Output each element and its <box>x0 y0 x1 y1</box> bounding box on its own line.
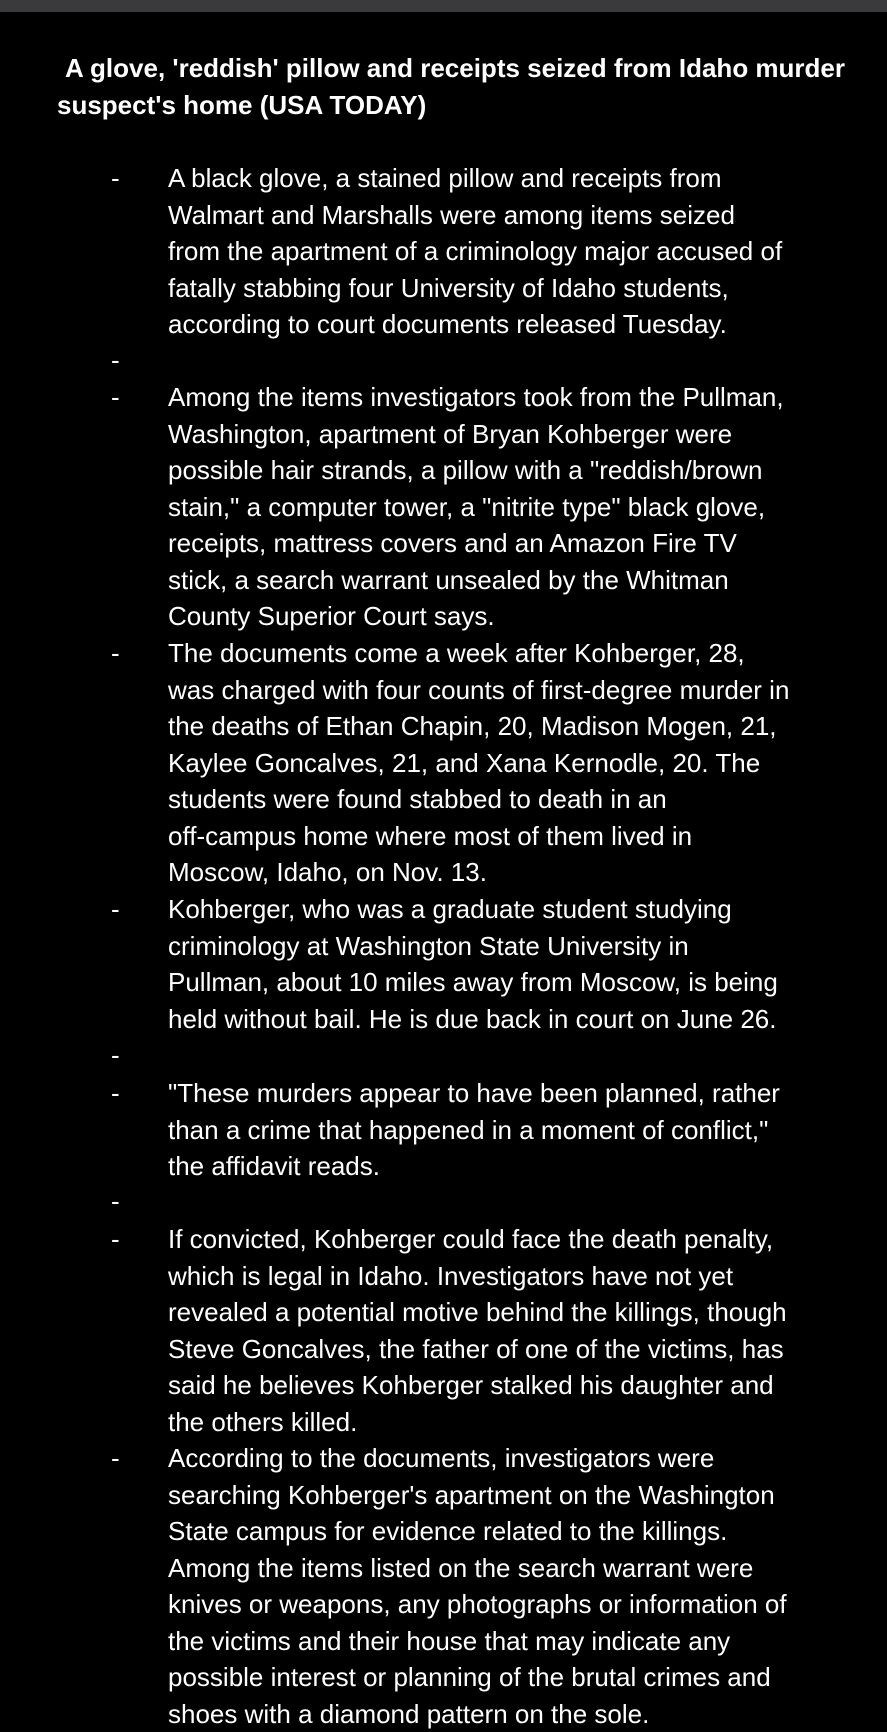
bullet-marker: - <box>111 345 120 375</box>
bullet-text: Kohberger, who was a graduate student studying criminology at Washington State University in Pullman, about 10 miles away from Moscow, is being held without bail. He is due back in court on June 26. <box>168 894 778 1034</box>
bullet-marker: - <box>111 1186 120 1216</box>
bullet-marker: - <box>111 1443 120 1473</box>
bullet-marker: - <box>111 382 120 412</box>
bullet-text: A black glove, a stained pillow and receipts from Walmart and Marshalls were among items seized from the apartment of a criminology major accused of fatally stabbing four University of Idaho students, according to court documents released Tuesday. <box>168 163 783 339</box>
bullet-text: The documents come a week after Kohberger, 28, was charged with four counts of first-degree murder in the deaths of Ethan Chapin, 20, Madison Mogen, 21, Kaylee Goncalves, 21, and Xana Kernodle, 20. The students were found stabbed to death in an off-campus home where most of them lived in Moscow, Idaho, on Nov. 13. <box>168 638 790 887</box>
bullet-marker: - <box>111 1040 120 1070</box>
bullet-text: If convicted, Kohberger could face the death penalty, which is legal in Idaho. Investigators have not yet revealed a potential motive behind the killings, though Steve Goncalves, the father of one of the victims, has said he believes Kohberger stalked his daughter and the others killed. <box>168 1224 787 1437</box>
bullet-marker: - <box>111 638 120 668</box>
bullet-text: Among the items investigators took from the Pullman, Washington, apartment of Bryan Kohberger were possible hair strands, a pillow with a "reddish/brown stain," a computer tower, a "nitrite type" black glove, receipts, mattress covers and an Amazon Fire TV stick, a search warrant unsealed by the Whitman County Superior Court says. <box>168 382 784 631</box>
top-status-bar <box>0 0 887 12</box>
bullet-marker: - <box>111 163 120 193</box>
bullet-text: According to the documents, investigators were searching Kohberger's apartment on the Washington State campus for evidence related to the killings. Among the items listed on the search warrant were knives or weapons, any photographs or information of the victims and their house that may indicate any possible interest or planning of the brutal crimes and shoes with a diamond pattern on the sole. <box>168 1443 787 1729</box>
bullet-marker: - <box>111 894 120 924</box>
bullet-text: "These murders appear to have been planned, rather than a crime that happened in a moment of conflict," the affidavit reads. <box>168 1078 780 1181</box>
bullet-marker: - <box>111 1224 120 1254</box>
article-title: A glove, 'reddish' pillow and receipts seized from Idaho murder suspect's home (USA TODAY) <box>57 53 845 120</box>
bullet-marker: - <box>111 1078 120 1108</box>
